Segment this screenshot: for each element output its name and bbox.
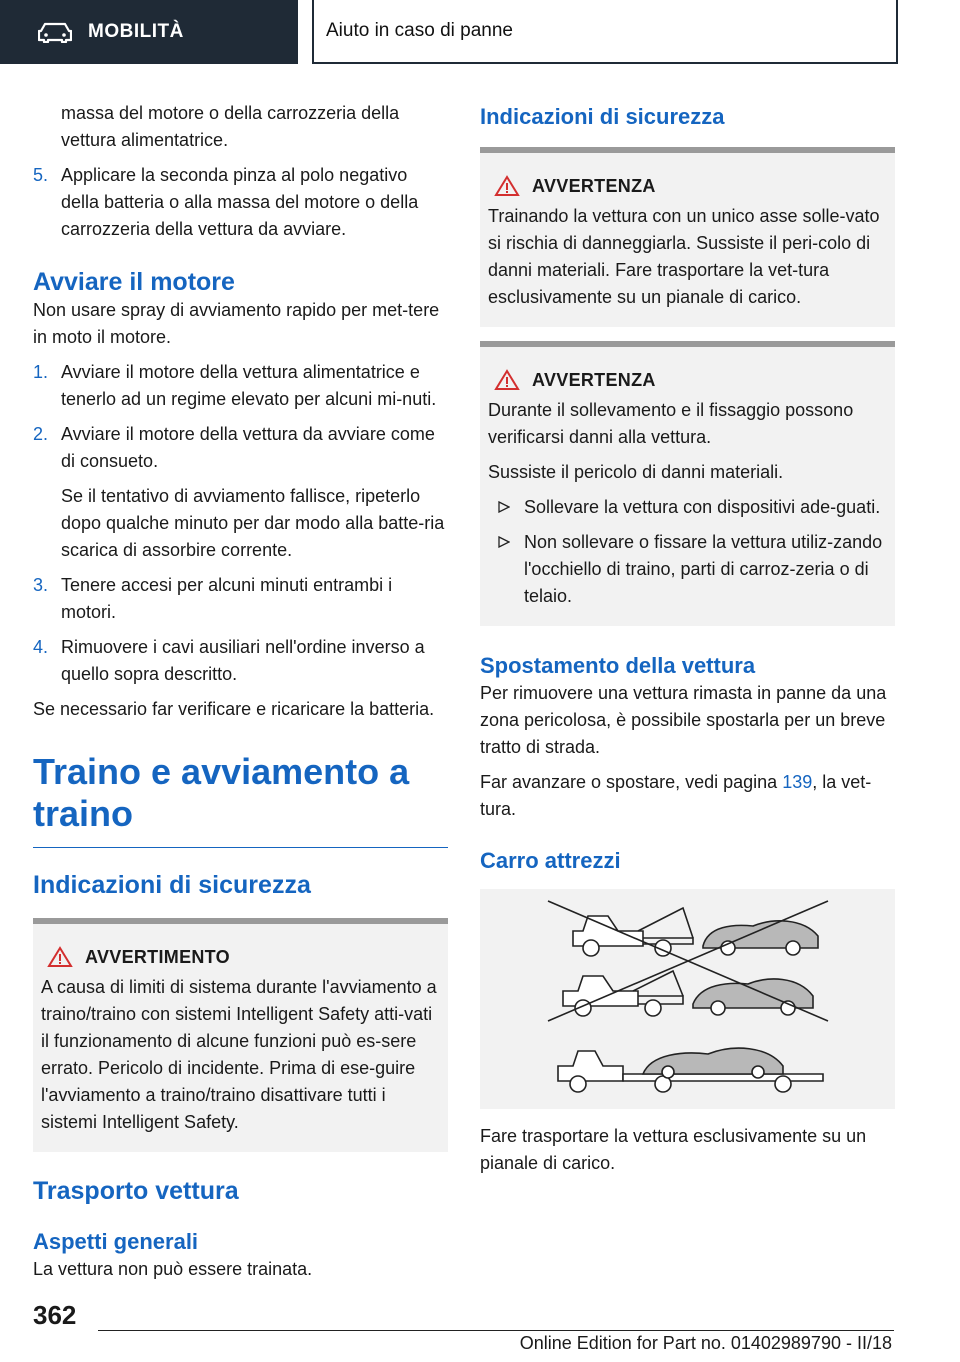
list-item-text: Applicare la seconda pinza al polo negativo della batteria o alla massa del motore o della carrozzeria della vettura da avviare. [61,165,419,239]
text: Far avanzare o spostare, vedi pagina [480,772,783,792]
subsection-heading: Carro attrezzi [480,848,621,873]
list-number: 2. [33,424,49,444]
warning-label: AVVERTENZA [532,175,656,196]
warning-header [488,369,887,391]
page-link[interactable]: 139 [782,772,813,792]
paragraph [480,769,895,823]
tow-truck-illustration [480,889,895,1109]
warning-header [41,946,440,968]
section-label: MOBILITÀ [88,21,184,42]
bullet-triangle-icon [498,501,510,513]
warning-text: A causa di limiti di sistema durante l'avviamento a traino/traino con sistemi Intelligent Safety atti-vati il funzionamento di alcune funzioni può es-sere errato. Pericolo di incidente. Prima di ese-guire l'avviamento a traino/traino disattivare tutti i sistemi Intelligent Safety. [41,977,437,1132]
tow-truck-drawing [543,896,833,1102]
figure-caption: Fare trasportare la vettura esclusivamente su un pianale di carico. [480,1126,867,1173]
section-heading: Avviare il motore [33,268,235,296]
warning-box [480,341,895,626]
warning-triangle-icon [494,369,520,391]
list-number: 1. [33,362,49,382]
section-heading: Trasporto vettura [33,1177,239,1205]
warning-triangle-icon [494,175,520,197]
warning-box [33,918,448,1152]
warning-box [480,147,895,327]
paragraph: La vettura non può essere trainata. [33,1259,313,1279]
list-number: 3. [33,575,49,595]
list-item-text: Rimuovere i cavi ausiliari nell'ordine inverso a quello sopra descritto. [61,637,425,684]
list-item-text: Tenere accesi per alcuni minuti entrambi i motori. [61,575,393,622]
subsection-heading: Aspetti generali [33,1229,199,1254]
list-item [33,359,448,413]
footer-edition: Online Edition for Part no. 01402989790 - II/18 [519,1333,892,1353]
bullet-item [488,529,887,610]
paragraph: Per rimuovere una vettura rimasta in panne da una zona pericolosa, è possibile spostarla per un breve tratto di strada. [480,683,887,757]
left-column [33,100,448,1283]
list-item [33,634,448,688]
section-heading: Indicazioni di sicurezza [33,871,311,899]
text: , la vet-tura. [480,772,872,819]
chapter-box [312,0,898,64]
warning-triangle-icon [47,946,73,968]
paragraph: Non usare spray di avviamento rapido per met-tere in moto il motore. [33,300,440,347]
bullet-text: Non sollevare o fissare la vettura utiliz-zando l'occhiello di traino, parti di carroz-zeria o di telaio. [524,532,883,606]
list-item-note: Se il tentativo di avviamento fallisce, ripeterlo dopo qualche minuto per dar modo alla batte-ria scarica di assorbire corrente. [61,486,445,560]
warning-text: Sussiste il pericolo di danni materiali. [488,462,784,482]
chapter-title: Aiuto in caso di panne [326,20,513,41]
section-heading: Indicazioni di sicurezza [480,104,725,129]
bullet-triangle-icon [498,536,510,548]
warning-label: AVVERTENZA [532,369,656,390]
heading-rule [33,847,448,848]
list-item-text: massa del motore o della carrozzeria della vettura alimentatrice. [61,103,400,150]
bullet-text: Sollevare la vettura con dispositivi ade-guati. [524,497,881,517]
right-column [480,100,895,1177]
list-number: 4. [33,637,49,657]
page-number: 362 [33,1300,77,1330]
car-icon [38,21,72,43]
paragraph: Se necessario far verificare e ricaricare la batteria. [33,699,435,719]
warning-text: Trainando la vettura con un unico asse solle-vato si rischia di danneggiarla. Sussiste il peri-colo di danni materiali. Fare trasportare la vet-tura esclusivamente su un pianale di carico. [488,206,880,307]
list-number: 5. [33,165,49,185]
section-heading: Spostamento della vettura [480,653,756,678]
list-item [33,421,448,564]
footer-rule [98,1330,894,1331]
list-item-continued [33,100,448,154]
list-item [33,162,448,243]
warning-header [488,175,887,197]
list-item-text: Avviare il motore della vettura da avviare come di consueto. [61,424,435,471]
chapter-heading: Traino e avviamento a traino [33,751,410,834]
page-header [0,0,960,66]
list-item-text: Avviare il motore della vettura alimentatrice e tenerlo ad un regime elevato per alcuni mi-nuti. [61,362,437,409]
bullet-item [488,494,887,521]
warning-text: Durante il sollevamento e il fissaggio possono verificarsi danni alla vettura. [488,400,854,447]
warning-label: AVVERTIMENTO [85,946,230,967]
list-item [33,572,448,626]
section-tab[interactable] [0,0,298,64]
